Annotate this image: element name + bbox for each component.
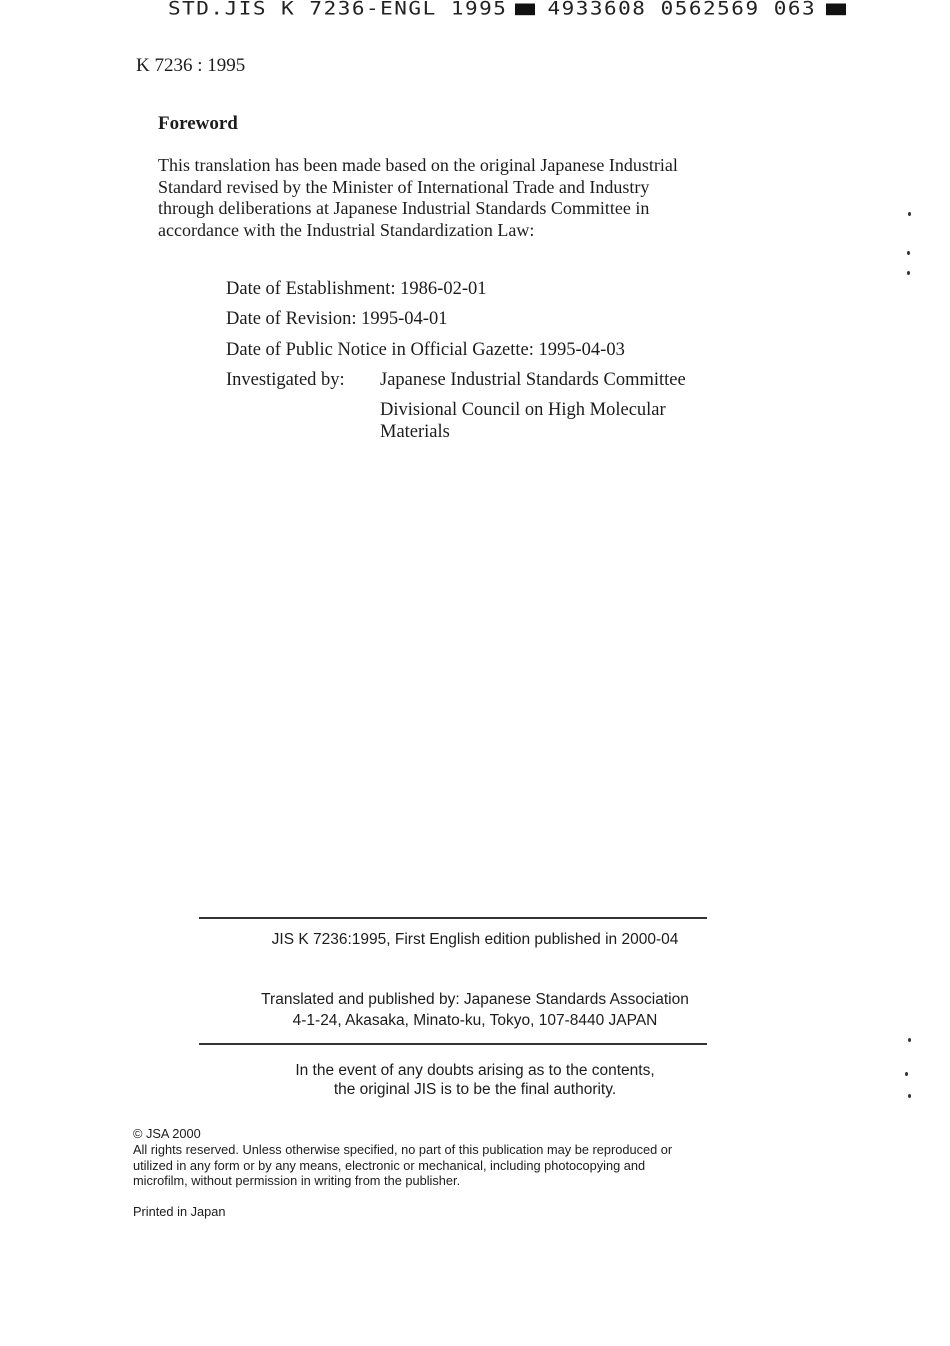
publisher-line-1: Translated and published by: Japanese Standards Association bbox=[261, 991, 689, 1008]
council-line-1: Divisional Council on High Molecular bbox=[380, 400, 666, 420]
footer-rule-bottom bbox=[199, 1043, 707, 1045]
foreword-title: Foreword bbox=[158, 113, 238, 134]
investigated-label: Investigated by: bbox=[226, 370, 345, 390]
scan-speck bbox=[907, 271, 910, 275]
document-code: K 7236 : 1995 bbox=[136, 55, 246, 76]
foreword-paragraph bbox=[158, 155, 778, 241]
scan-speck bbox=[908, 1094, 911, 1098]
redaction-block-icon bbox=[826, 3, 846, 15]
copyright-line-3: microfilm, without permission in writing from the publisher. bbox=[133, 1173, 461, 1188]
council-line-2: Materials bbox=[380, 422, 450, 442]
establishment-date: Date of Establishment: 1986-02-01 bbox=[226, 279, 487, 299]
publisher-line-2: 4-1-24, Akasaka, Minato-ku, Tokyo, 107-8440 JAPAN bbox=[292, 1012, 658, 1029]
document-stamp bbox=[168, 0, 846, 19]
edition-note: JIS K 7236:1995, First English edition published in 2000-04 bbox=[271, 931, 679, 948]
redaction-block-icon bbox=[515, 3, 535, 15]
copyright-line-1: All rights reserved. Unless otherwise specified, no part of this publication may be reproduced or bbox=[133, 1142, 673, 1157]
authority-line-2: the original JIS is to be the final authority. bbox=[333, 1081, 617, 1098]
paragraph-line: through deliberations at Japanese Industrial Standards Committee in bbox=[158, 198, 650, 218]
copyright-line-2: utilized in any form or by any means, electronic or mechanical, including photocopying and bbox=[133, 1157, 646, 1173]
scan-speck bbox=[908, 1038, 911, 1042]
committee-name: Japanese Industrial Standards Committee bbox=[380, 370, 686, 390]
stamp-prefix: STD.JIS K 7236-ENGL 1995 bbox=[168, 0, 508, 19]
paragraph-line: This translation has been made based on the original Japanese Industrial bbox=[158, 155, 678, 175]
paragraph-line: accordance with the Industrial Standardization Law: bbox=[158, 219, 535, 240]
stamp-codes: 4933608 0562569 063 bbox=[547, 0, 817, 19]
paragraph-line: Standard revised by the Minister of International Trade and Industry bbox=[158, 176, 650, 197]
printed-in: Printed in Japan bbox=[133, 1204, 226, 1219]
scan-speck bbox=[905, 1072, 908, 1076]
public-notice-date: Date of Public Notice in Official Gazette: 1995-04-03 bbox=[226, 340, 625, 360]
authority-line-1: In the event of any doubts arising as to the contents, bbox=[295, 1062, 655, 1079]
footer-rule-top bbox=[199, 917, 707, 919]
revision-date: Date of Revision: 1995-04-01 bbox=[226, 309, 448, 329]
scan-speck bbox=[908, 212, 911, 216]
scan-speck bbox=[907, 251, 910, 255]
copyright-symbol-line: © JSA 2000 bbox=[133, 1126, 201, 1141]
